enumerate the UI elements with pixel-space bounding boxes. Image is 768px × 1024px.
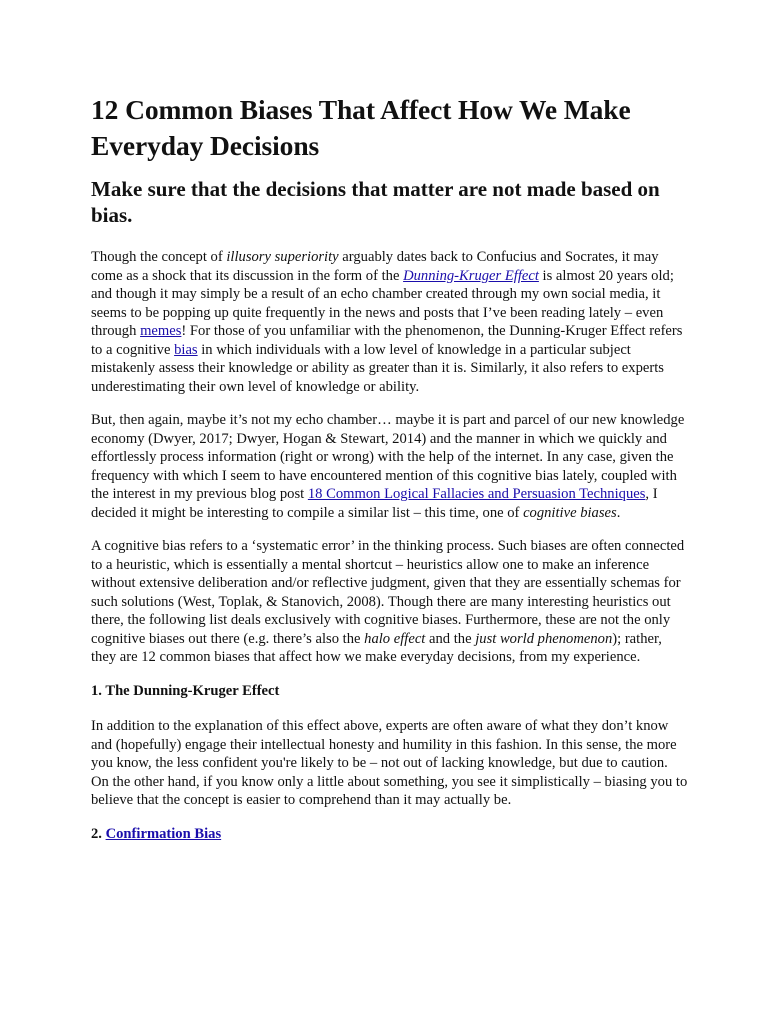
text: is almost 20 years old; and though it may simply be a result of an echo chamber created through my own social media, it seems to be popping up quite frequently in the news and posts that I’ve been reading lately – even through (91, 267, 674, 339)
text: and the (425, 630, 476, 647)
link-memes[interactable]: memes (140, 323, 182, 339)
text: , I decided it might be interesting to compile a similar list – this time, one of (91, 486, 658, 521)
link-bias[interactable]: bias (174, 341, 198, 358)
link-dunning-kruger-effect[interactable]: Dunning-Kruger Effect (403, 267, 539, 284)
text: Though the concept of (91, 249, 227, 265)
emphasis-just-world: just world phenomenon (475, 630, 613, 647)
text: ); rather, they are 12 common biases that affect how we make everyday decisions, from my experience. (91, 630, 662, 665)
text: in which individuals with a low level of knowledge in a particular subject mistakenly assess their knowledge or ability as greater than it is. Similarly, it also refers to experts underestimating their own level of knowledge or ability. (91, 341, 664, 395)
section-number: 2. (91, 825, 106, 842)
text: But, then again, maybe it’s not my echo chamber… maybe it is part and parcel of our new knowledge economy (Dwyer, 2017; Dwyer, Hogan & Stewart, 2014) and the manner in which we quickly and effortlessly process information (right or wrong) with the help of the internet. In any case, given the frequency with which I seem to have encountered mention of this cognitive bias lately, coupled with the interest in my previous blog post (91, 412, 685, 502)
text: ! For those of you unfamiliar with the phenomenon, the Dunning-Kruger Effect refers to a cognitive (91, 323, 683, 358)
emphasis-illusory-superiority: illusory superiority (226, 249, 339, 265)
text: . (616, 504, 621, 521)
link-logical-fallacies-post[interactable]: 18 Common Logical Fallacies and Persuasion Techniques (307, 486, 646, 502)
emphasis-halo-effect: halo effect (364, 630, 426, 647)
paragraph-intro (91, 248, 689, 396)
section-heading-dunning-kruger: 1. The Dunning-Kruger Effect (91, 682, 280, 699)
text: A cognitive bias refers to a ‘systematic error’ in the thinking process. Such biases are often connected to a heuristic, which is essentially a mental shortcut – heuristics allow one to make an inference without extensive deliberation and/or reflective judgment, given that they are essentially schemas for such solutions (West, Toplak, & Stanovich, 2008). Though there are many interesting heuristics out there, the following list deals exclusively with cognitive biases. Furthermore, these are not the only cognitive biases out there (e.g. there’s also the (91, 538, 685, 647)
text: arguably dates back to Confucius and Socrates, it may come as a shock that its discussion in the form of the (91, 249, 659, 284)
article-title: 12 Common Biases That Affect How We Make Everyday Decisions (91, 94, 631, 161)
paragraph-echo-chamber (91, 411, 689, 522)
paragraph-dunning-kruger: In addition to the explanation of this effect above, experts are often aware of what they don’t know and (hopefully) engage their intellectual honesty and humility in this fashion. In this sense, the more you know, the less confident you're likely to be – not out of lacking knowledge, but due to caution. On the other hand, if you know only a little about something, you see it simplistically – biasing you to believe that the concept is easier to comprehend than it may actually be. (91, 718, 688, 808)
link-confirmation-bias[interactable]: Confirmation Bias (105, 825, 222, 842)
section-heading-confirmation-bias (91, 825, 689, 844)
emphasis-cognitive-biases: cognitive biases (523, 504, 617, 521)
article-subtitle: Make sure that the decisions that matter are not made based on bias. (91, 177, 660, 227)
paragraph-definition (91, 537, 689, 667)
article-body (91, 92, 689, 860)
